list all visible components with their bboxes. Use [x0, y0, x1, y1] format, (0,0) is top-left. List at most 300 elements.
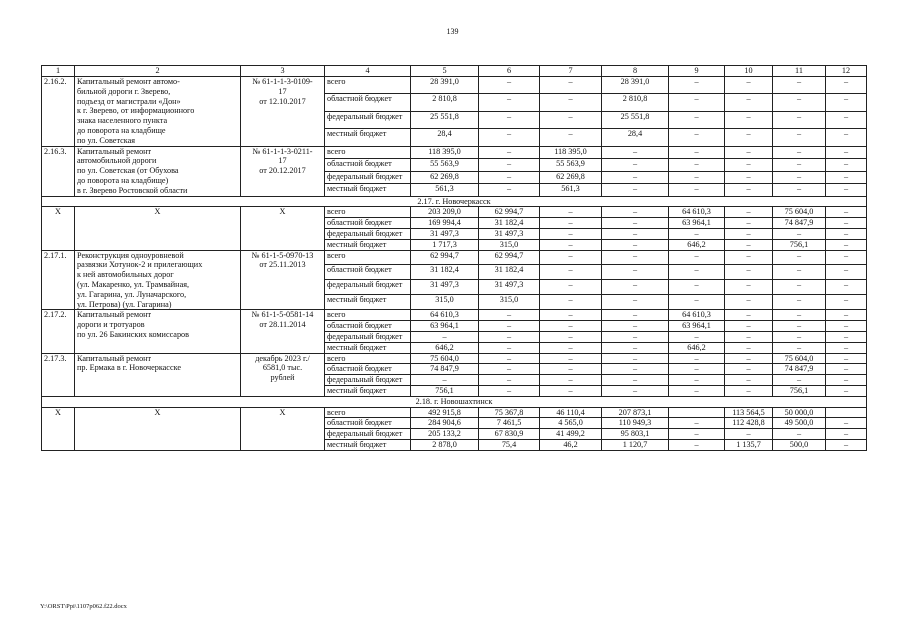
- amount-cell: –: [479, 94, 540, 111]
- amount-cell: –: [602, 146, 669, 158]
- amount-cell: –: [773, 310, 826, 321]
- item-name-cell: Капитальный ремонт пр. Ермака в г. Новочеркасске: [75, 353, 241, 396]
- column-number-cell: 11: [773, 66, 826, 77]
- amount-cell: –: [602, 353, 669, 364]
- column-number-cell: 6: [479, 66, 540, 77]
- amount-cell: –: [479, 77, 540, 94]
- amount-cell: –: [725, 429, 773, 440]
- amount-cell: 205 133,2: [411, 429, 479, 440]
- amount-cell: 62 269,8: [411, 171, 479, 183]
- budget-source-cell: федеральный бюджет: [325, 171, 411, 183]
- amount-cell: –: [773, 250, 826, 265]
- amount-cell: –: [773, 265, 826, 280]
- amount-cell: –: [602, 280, 669, 295]
- amount-cell: 110 949,3: [602, 418, 669, 429]
- amount-cell: 46 110,4: [540, 407, 602, 418]
- amount-cell: –: [669, 418, 725, 429]
- amount-cell: 31 497,3: [411, 228, 479, 239]
- amount-cell: 169 994,4: [411, 218, 479, 229]
- amount-cell: 75 604,0: [773, 207, 826, 218]
- amount-cell: 315,0: [479, 239, 540, 250]
- budget-source-cell: областной бюджет: [325, 418, 411, 429]
- amount-cell: –: [669, 280, 725, 295]
- amount-cell: –: [479, 375, 540, 386]
- amount-cell: 646,2: [669, 239, 725, 250]
- amount-cell: –: [540, 331, 602, 342]
- amount-cell: 492 915,8: [411, 407, 479, 418]
- amount-cell: 756,1: [773, 385, 826, 396]
- amount-cell: –: [725, 331, 773, 342]
- budget-source-cell: местный бюджет: [325, 239, 411, 250]
- amount-cell: –: [669, 146, 725, 158]
- amount-cell: –: [826, 228, 867, 239]
- amount-cell: 31 497,3: [411, 280, 479, 295]
- amount-cell: –: [773, 159, 826, 171]
- amount-cell: –: [540, 310, 602, 321]
- document-cell: № 61-1-1-3-0109- 17 от 12.10.2017: [241, 77, 325, 147]
- amount-cell: –: [826, 77, 867, 94]
- amount-cell: –: [725, 239, 773, 250]
- amount-cell: –: [669, 353, 725, 364]
- amount-cell: 28 391,0: [411, 77, 479, 94]
- amount-cell: –: [540, 265, 602, 280]
- amount-cell: [826, 407, 867, 418]
- amount-cell: –: [773, 77, 826, 94]
- amount-cell: –: [773, 184, 826, 197]
- item-number-cell: Х: [42, 207, 75, 250]
- amount-cell: –: [826, 331, 867, 342]
- column-number-row: [42, 66, 867, 77]
- amount-cell: –: [540, 321, 602, 332]
- amount-cell: –: [411, 375, 479, 386]
- amount-cell: –: [602, 310, 669, 321]
- amount-cell: 62 994,7: [479, 207, 540, 218]
- amount-cell: 561,3: [411, 184, 479, 197]
- amount-cell: 74 847,9: [773, 364, 826, 375]
- amount-cell: 203 209,0: [411, 207, 479, 218]
- amount-cell: 2 810,8: [602, 94, 669, 111]
- amount-cell: –: [725, 321, 773, 332]
- amount-cell: –: [479, 171, 540, 183]
- budget-source-cell: всего: [325, 146, 411, 158]
- item-name-cell: Капитальный ремонт автомобильной дороги по ул. Советская (от Обухова до поворота на кладбище) в г. Зверево Ростовской области: [75, 146, 241, 196]
- amount-cell: 74 847,9: [773, 218, 826, 229]
- amount-cell: –: [725, 111, 773, 128]
- amount-cell: –: [669, 265, 725, 280]
- amount-cell: –: [773, 375, 826, 386]
- amount-cell: –: [602, 184, 669, 197]
- amount-cell: –: [773, 280, 826, 295]
- item-name-cell: Капитальный ремонт автомо- бильной дороги г. Зверево, подъезд от магистрали «Дон» к г. Зверево, от информационного знака населенного пункта до поворота на кладбище по ул. Советская: [75, 77, 241, 147]
- table-row: [42, 310, 867, 321]
- amount-cell: –: [725, 171, 773, 183]
- amount-cell: 31 182,4: [411, 265, 479, 280]
- amount-cell: –: [826, 295, 867, 310]
- footer-path: Y:\ORST\Ppi\1107p062.f22.docx: [40, 603, 127, 610]
- amount-cell: –: [669, 439, 725, 450]
- amount-cell: –: [826, 375, 867, 386]
- amount-cell: –: [826, 265, 867, 280]
- amount-cell: [669, 407, 725, 418]
- budget-source-cell: всего: [325, 207, 411, 218]
- amount-cell: 25 551,8: [411, 111, 479, 128]
- amount-cell: 63 964,1: [411, 321, 479, 332]
- amount-cell: –: [826, 146, 867, 158]
- amount-cell: 62 994,7: [479, 250, 540, 265]
- amount-cell: –: [826, 129, 867, 146]
- table-row: [42, 146, 867, 158]
- amount-cell: 75 604,0: [773, 353, 826, 364]
- amount-cell: –: [540, 129, 602, 146]
- amount-cell: –: [725, 250, 773, 265]
- amount-cell: –: [540, 77, 602, 94]
- amount-cell: 1 717,3: [411, 239, 479, 250]
- amount-cell: 95 803,1: [602, 429, 669, 440]
- amount-cell: 207 873,1: [602, 407, 669, 418]
- amount-cell: 118 395,0: [540, 146, 602, 158]
- item-number-cell: 2.16.2.: [42, 77, 75, 147]
- amount-cell: –: [669, 429, 725, 440]
- amount-cell: 118 395,0: [411, 146, 479, 158]
- document-cell: декабрь 2023 г./ 6581,0 тыс. рублей: [241, 353, 325, 396]
- amount-cell: –: [725, 129, 773, 146]
- amount-cell: –: [773, 429, 826, 440]
- budget-source-cell: всего: [325, 353, 411, 364]
- item-name-cell: Реконструкция одноуровневой развязки Хотунок-2 и прилегающих к ней автомобильных дорог (ул. Макаренко, ул. Трамвайная, ул. Гагарина, ул. Луначарского, ул. Петрова) (ул. Гагарина): [75, 250, 241, 310]
- amount-cell: –: [669, 385, 725, 396]
- amount-cell: –: [479, 310, 540, 321]
- budget-source-cell: местный бюджет: [325, 129, 411, 146]
- amount-cell: –: [773, 331, 826, 342]
- budget-source-cell: федеральный бюджет: [325, 331, 411, 342]
- amount-cell: –: [725, 375, 773, 386]
- amount-cell: –: [669, 94, 725, 111]
- amount-cell: –: [826, 184, 867, 197]
- amount-cell: –: [479, 159, 540, 171]
- amount-cell: –: [479, 364, 540, 375]
- amount-cell: –: [540, 385, 602, 396]
- amount-cell: –: [725, 385, 773, 396]
- amount-cell: –: [540, 250, 602, 265]
- amount-cell: –: [479, 331, 540, 342]
- amount-cell: 2 878,0: [411, 439, 479, 450]
- amount-cell: –: [725, 184, 773, 197]
- column-number-cell: 4: [325, 66, 411, 77]
- amount-cell: –: [669, 184, 725, 197]
- column-number-cell: 8: [602, 66, 669, 77]
- amount-cell: –: [479, 146, 540, 158]
- amount-cell: –: [540, 111, 602, 128]
- amount-cell: –: [540, 280, 602, 295]
- amount-cell: –: [602, 239, 669, 250]
- budget-source-cell: федеральный бюджет: [325, 228, 411, 239]
- item-number-cell: 2.17.2.: [42, 310, 75, 353]
- column-number-cell: 12: [826, 66, 867, 77]
- amount-cell: –: [725, 310, 773, 321]
- amount-cell: –: [479, 353, 540, 364]
- amount-cell: –: [669, 375, 725, 386]
- amount-cell: –: [602, 228, 669, 239]
- amount-cell: –: [725, 77, 773, 94]
- amount-cell: –: [669, 295, 725, 310]
- amount-cell: –: [540, 207, 602, 218]
- amount-cell: –: [602, 265, 669, 280]
- amount-cell: –: [826, 159, 867, 171]
- amount-cell: 31 182,4: [479, 265, 540, 280]
- table-row: [42, 207, 867, 218]
- document-cell: № 61-1-5-0581-14 от 28.11.2014: [241, 310, 325, 353]
- document-cell: № 61-1-1-3-0211- 17 от 20.12.2017: [241, 146, 325, 196]
- amount-cell: 62 269,8: [540, 171, 602, 183]
- item-name-cell: Х: [75, 407, 241, 450]
- amount-cell: –: [773, 295, 826, 310]
- amount-cell: 315,0: [479, 295, 540, 310]
- budget-source-cell: всего: [325, 77, 411, 94]
- budget-source-cell: федеральный бюджет: [325, 429, 411, 440]
- amount-cell: 55 563,9: [540, 159, 602, 171]
- budget-source-cell: федеральный бюджет: [325, 280, 411, 295]
- amount-cell: –: [826, 321, 867, 332]
- amount-cell: –: [669, 364, 725, 375]
- budget-source-cell: местный бюджет: [325, 385, 411, 396]
- amount-cell: –: [725, 280, 773, 295]
- item-number-cell: 2.17.3.: [42, 353, 75, 396]
- amount-cell: –: [725, 94, 773, 111]
- amount-cell: –: [725, 207, 773, 218]
- section-row: [42, 396, 867, 407]
- amount-cell: 2 810,8: [411, 94, 479, 111]
- item-number-cell: Х: [42, 407, 75, 450]
- amount-cell: 63 964,1: [669, 218, 725, 229]
- amount-cell: 1 120,7: [602, 439, 669, 450]
- column-number-cell: 7: [540, 66, 602, 77]
- amount-cell: –: [773, 171, 826, 183]
- amount-cell: –: [826, 342, 867, 353]
- document-cell: № 61-1-5-0970-13 от 25.11.2013: [241, 250, 325, 310]
- item-name-cell: Х: [75, 207, 241, 250]
- amount-cell: –: [540, 342, 602, 353]
- amount-cell: 50 000,0: [773, 407, 826, 418]
- amount-cell: –: [773, 129, 826, 146]
- budget-table: [41, 65, 867, 451]
- amount-cell: –: [826, 239, 867, 250]
- amount-cell: –: [725, 146, 773, 158]
- budget-source-cell: федеральный бюджет: [325, 375, 411, 386]
- amount-cell: 28 391,0: [602, 77, 669, 94]
- amount-cell: –: [725, 159, 773, 171]
- amount-cell: –: [773, 146, 826, 158]
- amount-cell: –: [540, 228, 602, 239]
- amount-cell: –: [602, 218, 669, 229]
- amount-cell: 31 497,3: [479, 228, 540, 239]
- amount-cell: –: [479, 184, 540, 197]
- section-title: 2.17. г. Новочеркасск: [42, 196, 867, 207]
- amount-cell: 646,2: [411, 342, 479, 353]
- amount-cell: –: [725, 295, 773, 310]
- amount-cell: –: [826, 439, 867, 450]
- amount-cell: 74 847,9: [411, 364, 479, 375]
- amount-cell: 561,3: [540, 184, 602, 197]
- amount-cell: 315,0: [411, 295, 479, 310]
- amount-cell: –: [826, 111, 867, 128]
- table-row: [42, 407, 867, 418]
- column-number-cell: 1: [42, 66, 75, 77]
- amount-cell: 31 497,3: [479, 280, 540, 295]
- amount-cell: 75,4: [479, 439, 540, 450]
- amount-cell: –: [540, 218, 602, 229]
- item-number-cell: 2.16.3.: [42, 146, 75, 196]
- table-row: [42, 250, 867, 265]
- amount-cell: –: [773, 94, 826, 111]
- amount-cell: –: [826, 385, 867, 396]
- amount-cell: 63 964,1: [669, 321, 725, 332]
- amount-cell: –: [826, 353, 867, 364]
- amount-cell: –: [826, 429, 867, 440]
- amount-cell: –: [602, 342, 669, 353]
- amount-cell: –: [725, 218, 773, 229]
- amount-cell: 4 565,0: [540, 418, 602, 429]
- amount-cell: 64 610,3: [669, 207, 725, 218]
- amount-cell: 756,1: [773, 239, 826, 250]
- budget-source-cell: областной бюджет: [325, 159, 411, 171]
- amount-cell: 55 563,9: [411, 159, 479, 171]
- amount-cell: –: [602, 321, 669, 332]
- amount-cell: 756,1: [411, 385, 479, 396]
- amount-cell: 112 428,8: [725, 418, 773, 429]
- item-name-cell: Капитальный ремонт дороги и тротуаров по ул. 26 Бакинских комиссаров: [75, 310, 241, 353]
- amount-cell: –: [669, 159, 725, 171]
- amount-cell: –: [411, 331, 479, 342]
- budget-source-cell: областной бюджет: [325, 364, 411, 375]
- budget-source-cell: всего: [325, 407, 411, 418]
- amount-cell: –: [540, 295, 602, 310]
- column-number-cell: 10: [725, 66, 773, 77]
- table-row: [42, 77, 867, 94]
- column-number-cell: 3: [241, 66, 325, 77]
- budget-source-cell: областной бюджет: [325, 218, 411, 229]
- amount-cell: –: [826, 218, 867, 229]
- amount-cell: –: [725, 228, 773, 239]
- amount-cell: 62 994,7: [411, 250, 479, 265]
- amount-cell: –: [602, 207, 669, 218]
- amount-cell: –: [540, 375, 602, 386]
- amount-cell: –: [602, 171, 669, 183]
- amount-cell: –: [773, 342, 826, 353]
- amount-cell: 75 604,0: [411, 353, 479, 364]
- budget-source-cell: областной бюджет: [325, 265, 411, 280]
- amount-cell: 28,4: [411, 129, 479, 146]
- item-number-cell: 2.17.1.: [42, 250, 75, 310]
- column-number-cell: 9: [669, 66, 725, 77]
- amount-cell: –: [826, 310, 867, 321]
- budget-source-cell: местный бюджет: [325, 295, 411, 310]
- amount-cell: –: [602, 364, 669, 375]
- amount-cell: –: [826, 364, 867, 375]
- amount-cell: 64 610,3: [411, 310, 479, 321]
- budget-source-cell: областной бюджет: [325, 321, 411, 332]
- amount-cell: –: [669, 228, 725, 239]
- amount-cell: –: [773, 228, 826, 239]
- section-row: [42, 196, 867, 207]
- amount-cell: –: [602, 331, 669, 342]
- budget-source-cell: федеральный бюджет: [325, 111, 411, 128]
- amount-cell: –: [725, 265, 773, 280]
- amount-cell: –: [826, 94, 867, 111]
- amount-cell: –: [826, 171, 867, 183]
- column-number-cell: 2: [75, 66, 241, 77]
- amount-cell: 646,2: [669, 342, 725, 353]
- budget-source-cell: всего: [325, 250, 411, 265]
- amount-cell: –: [826, 418, 867, 429]
- amount-cell: –: [602, 385, 669, 396]
- amount-cell: 25 551,8: [602, 111, 669, 128]
- amount-cell: 46,2: [540, 439, 602, 450]
- amount-cell: 500,0: [773, 439, 826, 450]
- amount-cell: –: [725, 364, 773, 375]
- document-cell: Х: [241, 207, 325, 250]
- section-title: 2.18. г. Новошахтинск: [42, 396, 867, 407]
- budget-source-cell: местный бюджет: [325, 439, 411, 450]
- amount-cell: –: [540, 353, 602, 364]
- amount-cell: –: [669, 250, 725, 265]
- page-number: 139: [446, 27, 459, 36]
- amount-cell: –: [602, 159, 669, 171]
- amount-cell: –: [479, 342, 540, 353]
- column-number-cell: 5: [411, 66, 479, 77]
- table-row: [42, 353, 867, 364]
- budget-source-cell: местный бюджет: [325, 342, 411, 353]
- amount-cell: –: [669, 77, 725, 94]
- amount-cell: –: [602, 250, 669, 265]
- amount-cell: 41 499,2: [540, 429, 602, 440]
- amount-cell: 31 182,4: [479, 218, 540, 229]
- document-cell: Х: [241, 407, 325, 450]
- amount-cell: –: [826, 280, 867, 295]
- amount-cell: –: [540, 239, 602, 250]
- amount-cell: –: [540, 364, 602, 375]
- amount-cell: –: [669, 171, 725, 183]
- amount-cell: –: [479, 321, 540, 332]
- amount-cell: –: [479, 385, 540, 396]
- amount-cell: –: [602, 375, 669, 386]
- amount-cell: 113 564,5: [725, 407, 773, 418]
- budget-source-cell: всего: [325, 310, 411, 321]
- amount-cell: –: [669, 331, 725, 342]
- amount-cell: 284 904,6: [411, 418, 479, 429]
- amount-cell: 28,4: [602, 129, 669, 146]
- amount-cell: 64 610,3: [669, 310, 725, 321]
- budget-source-cell: областной бюджет: [325, 94, 411, 111]
- amount-cell: –: [773, 111, 826, 128]
- amount-cell: –: [669, 111, 725, 128]
- amount-cell: –: [773, 321, 826, 332]
- budget-source-cell: местный бюджет: [325, 184, 411, 197]
- amount-cell: –: [602, 295, 669, 310]
- amount-cell: –: [826, 250, 867, 265]
- amount-cell: –: [669, 129, 725, 146]
- amount-cell: –: [479, 111, 540, 128]
- amount-cell: –: [725, 342, 773, 353]
- amount-cell: 75 367,8: [479, 407, 540, 418]
- amount-cell: 1 135,7: [725, 439, 773, 450]
- amount-cell: 7 461,5: [479, 418, 540, 429]
- amount-cell: –: [725, 353, 773, 364]
- amount-cell: –: [540, 94, 602, 111]
- amount-cell: 67 830,9: [479, 429, 540, 440]
- amount-cell: –: [479, 129, 540, 146]
- amount-cell: –: [826, 207, 867, 218]
- amount-cell: 49 500,0: [773, 418, 826, 429]
